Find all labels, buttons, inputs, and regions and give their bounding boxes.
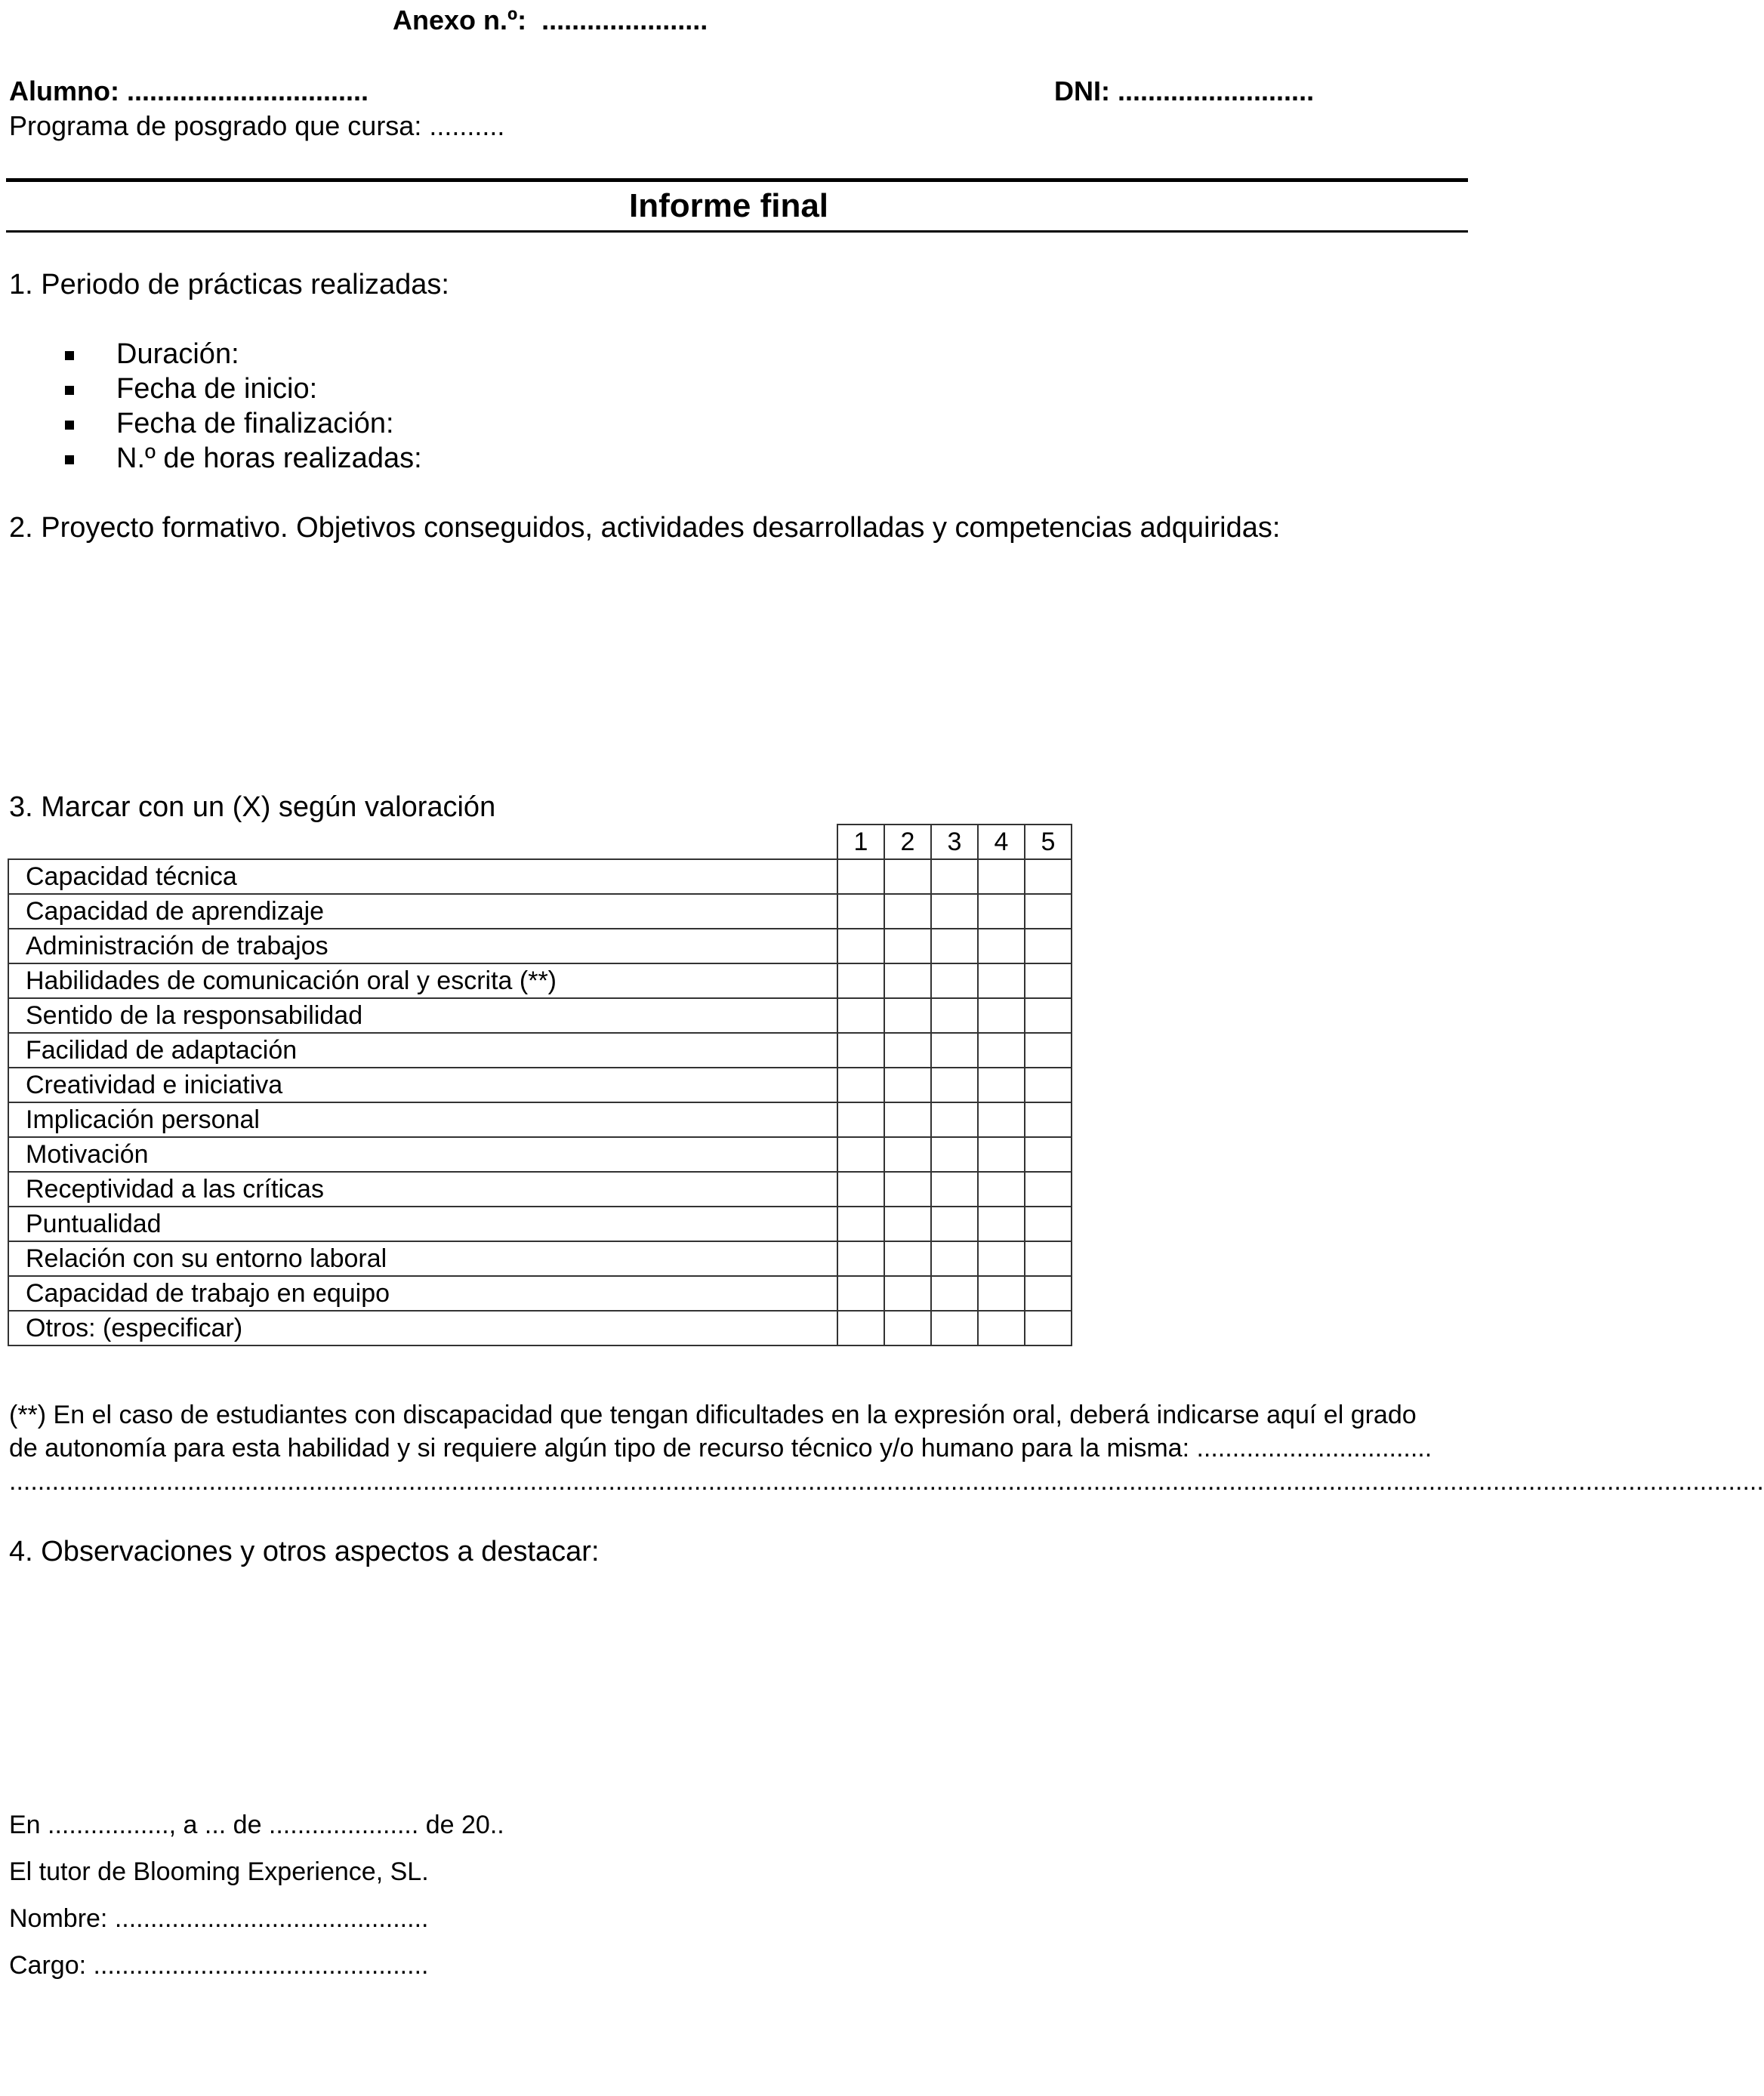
rating-cell[interactable] [1025,1033,1072,1068]
rating-cell[interactable] [884,1172,931,1207]
rating-cell[interactable] [837,1172,884,1207]
rating-cell[interactable] [884,929,931,963]
table-row [8,1241,1072,1276]
rating-cell[interactable] [837,1137,884,1172]
scale-4: 4 [978,825,1025,859]
program-line: Programa de posgrado que cursa: .......... [9,110,505,141]
rating-cell[interactable] [931,1172,978,1207]
rating-cell[interactable] [978,929,1025,963]
footnote [9,1398,1764,1498]
rating-cell[interactable] [931,1241,978,1276]
student-label: Alumno: [9,76,119,106]
rating-cell[interactable] [837,1276,884,1311]
rating-cell[interactable] [978,1102,1025,1137]
criterion-label: Implicación personal [8,1102,837,1137]
rating-cell[interactable] [931,1137,978,1172]
rating-cell[interactable] [837,963,884,998]
table-row [8,1102,1072,1137]
name-line: Nombre: ............................................ [9,1904,429,1933]
criterion-label: Receptividad a las críticas [8,1172,837,1207]
rating-cell[interactable] [978,1033,1025,1068]
criterion-label: Puntualidad [8,1207,837,1241]
footnote-line-3: ...................................................................................................................................................................................................................................................... [9,1467,1764,1496]
rating-cell[interactable] [931,998,978,1033]
rating-table [8,824,1072,1346]
table-row [8,1276,1072,1311]
rating-cell[interactable] [884,859,931,894]
student-line [9,76,369,107]
annex-value: ...................... [541,5,708,35]
rating-cell[interactable] [1025,894,1072,929]
rating-cell[interactable] [978,1172,1025,1207]
rating-cell[interactable] [884,1276,931,1311]
table-row [8,963,1072,998]
table-row [8,1033,1072,1068]
table-row [8,998,1072,1033]
list-item: Duración: [116,338,239,370]
criterion-label: Otros: (especificar) [8,1311,837,1345]
rating-cell[interactable] [1025,1207,1072,1241]
scale-1: 1 [837,825,884,859]
rating-cell[interactable] [884,1137,931,1172]
criterion-label: Motivación [8,1137,837,1172]
rating-cell[interactable] [884,1033,931,1068]
annex-line [393,5,708,36]
rating-cell[interactable] [978,998,1025,1033]
table-row [8,1207,1072,1241]
rating-cell[interactable] [837,1033,884,1068]
rating-cell[interactable] [1025,1068,1072,1102]
bottom-rule [6,230,1468,233]
rating-cell[interactable] [1025,859,1072,894]
rating-cell[interactable] [978,859,1025,894]
rating-cell[interactable] [884,1068,931,1102]
criterion-label: Capacidad de trabajo en equipo [8,1276,837,1311]
rating-cell[interactable] [1025,1172,1072,1207]
rating-cell[interactable] [978,1137,1025,1172]
table-row [8,1311,1072,1345]
scale-3: 3 [931,825,978,859]
dni-label: DNI: [1054,76,1110,106]
table-row [8,929,1072,963]
rating-cell[interactable] [931,1276,978,1311]
rating-cell[interactable] [978,1207,1025,1241]
criterion-label: Sentido de la responsabilidad [8,998,837,1033]
rating-cell[interactable] [1025,1102,1072,1137]
bullet-icon [65,386,74,395]
rating-cell[interactable] [931,1068,978,1102]
report-title: Informe final [629,187,829,224]
rating-cell[interactable] [837,929,884,963]
rating-cell[interactable] [978,1311,1025,1345]
criterion-label: Creatividad e iniciativa [8,1068,837,1102]
section2-heading: 2. Proyecto formativo. Objetivos conseguidos, actividades desarrolladas y competencias adquiridas: [9,512,1281,544]
criterion-label: Relación con su entorno laboral [8,1241,837,1276]
rating-cell[interactable] [884,1207,931,1241]
table-row [8,859,1072,894]
rating-cell[interactable] [1025,1276,1072,1311]
place-date-line: En ................., a ... de ..................... de 20.. [9,1811,504,1839]
rating-cell[interactable] [837,1102,884,1137]
list-item: N.º de horas realizadas: [116,442,422,474]
rating-cell[interactable] [837,998,884,1033]
position-line: Cargo: ............................................... [9,1951,429,1980]
rating-cell[interactable] [884,1102,931,1137]
rating-cell[interactable] [884,998,931,1033]
list-item: Fecha de finalización: [116,408,394,439]
rating-cell[interactable] [1025,1311,1072,1345]
criterion-label: Capacidad técnica [8,859,837,894]
annex-label: Anexo n.º: [393,5,527,35]
rating-cell[interactable] [837,859,884,894]
section4-heading: 4. Observaciones y otros aspectos a destacar: [9,1536,600,1567]
scale-5: 5 [1025,825,1072,859]
rating-cell[interactable] [931,1102,978,1137]
list-item: Fecha de inicio: [116,373,318,405]
table-row [8,1172,1072,1207]
rating-cell[interactable] [1025,1241,1072,1276]
student-value: ................................ [126,76,369,106]
rating-cell[interactable] [1025,929,1072,963]
header-spacer [8,825,837,859]
rating-cell[interactable] [837,1311,884,1345]
rating-cell[interactable] [884,894,931,929]
rating-cell[interactable] [978,894,1025,929]
rating-cell[interactable] [978,963,1025,998]
rating-cell[interactable] [978,1241,1025,1276]
bullet-icon [65,455,74,464]
scale-2: 2 [884,825,931,859]
bullet-icon [65,351,74,360]
rating-cell[interactable] [931,894,978,929]
criterion-label: Capacidad de aprendizaje [8,894,837,929]
top-rule [6,178,1468,182]
rating-cell[interactable] [884,1241,931,1276]
rating-cell[interactable] [931,1207,978,1241]
rating-cell[interactable] [1025,963,1072,998]
rating-cell[interactable] [931,1033,978,1068]
footnote-line-1: (**) En el caso de estudiantes con discapacidad que tengan dificultades en la expresión oral, deberá indicarse aquí el grado [9,1401,1417,1429]
rating-cell[interactable] [1025,1137,1072,1172]
tutor-line: El tutor de Blooming Experience, SL. [9,1857,429,1886]
table-row [8,1137,1072,1172]
rating-cell[interactable] [978,1068,1025,1102]
rating-cell[interactable] [978,1276,1025,1311]
rating-cell[interactable] [837,894,884,929]
criterion-label: Habilidades de comunicación oral y escrita (**) [8,963,837,998]
dni-value: .......................... [1118,76,1315,106]
rating-cell[interactable] [1025,998,1072,1033]
rating-cell[interactable] [884,1311,931,1345]
rating-cell[interactable] [931,859,978,894]
rating-cell[interactable] [931,963,978,998]
rating-header-row [8,825,1072,859]
section3-heading: 3. Marcar con un (X) según valoración [9,791,496,823]
section1-heading: 1. Periodo de prácticas realizadas: [9,269,449,301]
dni-line [1054,76,1314,107]
rating-cell[interactable] [837,1241,884,1276]
bullet-icon [65,421,74,430]
rating-cell[interactable] [931,929,978,963]
rating-cell[interactable] [884,963,931,998]
rating-cell[interactable] [837,1207,884,1241]
rating-cell[interactable] [931,1311,978,1345]
rating-cell[interactable] [837,1068,884,1102]
criterion-label: Administración de trabajos [8,929,837,963]
table-row [8,894,1072,929]
table-row [8,1068,1072,1102]
footnote-line-2: de autonomía para esta habilidad y si requiere algún tipo de recurso técnico y/o humano para la misma: ................................. [9,1434,1432,1463]
criterion-label: Facilidad de adaptación [8,1033,837,1068]
